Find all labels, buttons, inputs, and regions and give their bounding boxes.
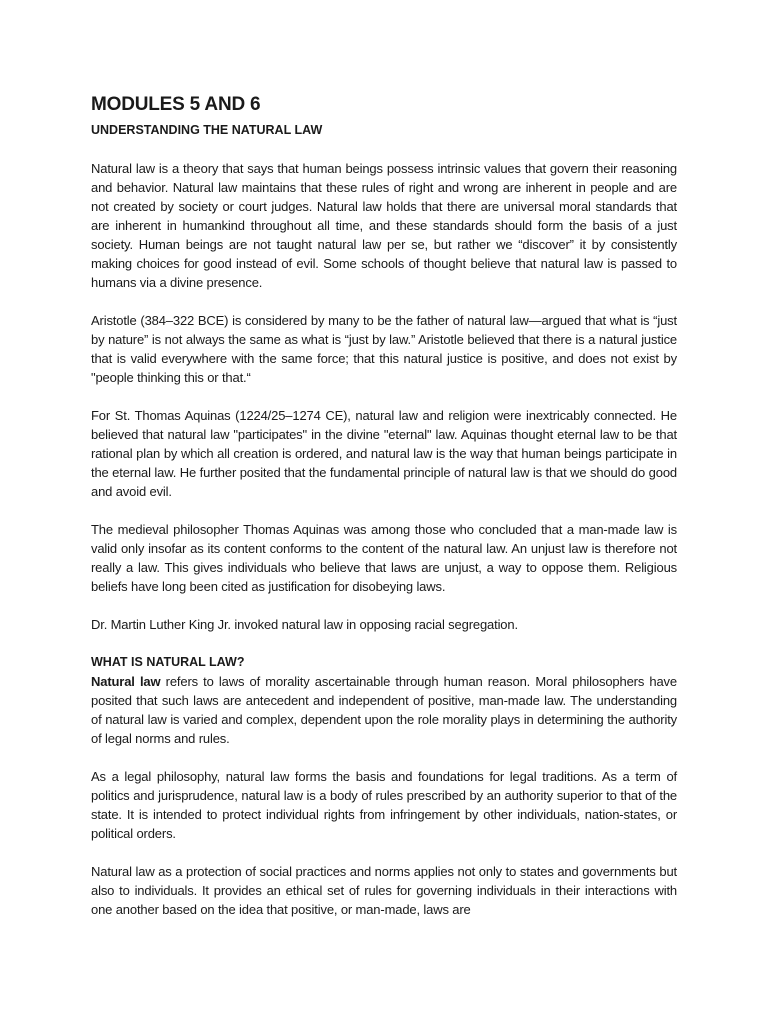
document-body bbox=[91, 93, 677, 919]
definition-term: Natural law bbox=[91, 674, 161, 689]
paragraph-mlk: Dr. Martin Luther King Jr. invoked natural law in opposing racial segregation. bbox=[91, 617, 518, 632]
paragraph-legal-philosophy: As a legal philosophy, natural law forms the basis and foundations for legal traditions. As a term of politics and jurisprudence, natural law is a body of rules prescribed by an authority superior to that of the state. It is intended to protect individual rights from infringement by other individuals, nation-states, or political orders. bbox=[91, 769, 677, 841]
document-title: MODULES 5 AND 6 bbox=[91, 94, 261, 115]
paragraph-aristotle: Aristotle (384–322 BCE) is considered by many to be the father of natural law—argued that what is “just by nature” is not always the same as what is “just by law.” Aristotle believed that there is a natural justice that is valid everywhere with the same force; that this natural justice is positive, and does not exist by "people thinking this or that.“ bbox=[91, 313, 677, 385]
paragraph-protection: Natural law as a protection of social practices and norms applies not only to states and governments but also to individuals. It provides an ethical set of rules for governing individuals in their interactions with one another based on the idea that positive, or man-made, laws are bbox=[91, 864, 677, 917]
section-heading: WHAT IS NATURAL LAW? bbox=[91, 655, 245, 669]
paragraph-definition bbox=[91, 672, 677, 748]
paragraph-medieval: The medieval philosopher Thomas Aquinas was among those who concluded that a man-made law is valid only insofar as its content conforms to the content of the natural law. An unjust law is therefore not really a law. This gives individuals who believe that laws are unjust, a way to oppose them. Religious beliefs have long been cited as justification for disobeying laws. bbox=[91, 522, 677, 594]
definition-text: refers to laws of morality ascertainable through human reason. Moral philosophers have posited that such laws are antecedent and independent of positive, man-made law. The understanding of natural law is varied and complex, dependent upon the role morality plays in determining the authority of legal norms and rules. bbox=[91, 674, 677, 746]
paragraph-intro: Natural law is a theory that says that human beings possess intrinsic values that govern their reasoning and behavior. Natural law maintains that these rules of right and wrong are inherent in people and are not created by society or court judges. Natural law holds that there are universal moral standards that are inherent in humankind throughout all time, and these standards should form the basis of a just society. Human beings are not taught natural law per se, but rather we “discover” it by consistently making choices for good instead of evil. Some schools of thought believe that natural law is passed to humans via a divine presence. bbox=[91, 161, 677, 290]
document-subtitle: UNDERSTANDING THE NATURAL LAW bbox=[91, 123, 323, 137]
paragraph-aquinas: For St. Thomas Aquinas (1224/25–1274 CE), natural law and religion were inextricably connected. He believed that natural law "participates" in the divine "eternal" law. Aquinas thought eternal law to be that rational plan by which all creation is ordered, and natural law is the way that human beings participate in the eternal law. He further posited that the fundamental principle of natural law is that we should do good and avoid evil. bbox=[91, 408, 677, 499]
